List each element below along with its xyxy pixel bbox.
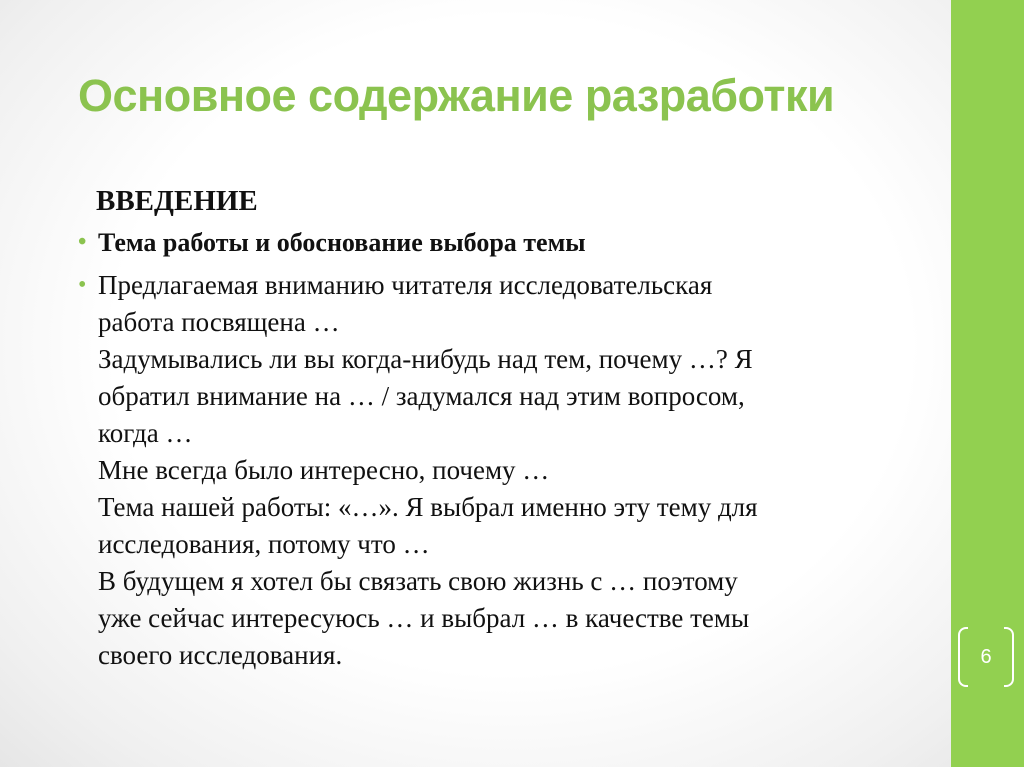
- bullet-icon: •: [78, 229, 87, 255]
- bullet-icon: •: [78, 272, 87, 298]
- section-heading: ВВЕДЕНИЕ: [96, 185, 258, 217]
- body-line: обратил внимание на … / задумался над этим вопросом,: [98, 381, 745, 411]
- body-bullet: [78, 267, 878, 674]
- page-number-marker: [958, 627, 1014, 687]
- body-line: Мне всегда было интересно, почему …: [98, 455, 550, 485]
- slide-content: [78, 180, 878, 674]
- body-line: Предлагаемая вниманию читателя исследовательская: [98, 270, 713, 300]
- body-line: Задумывались ли вы когда-нибудь над тем, почему …? Я: [98, 344, 753, 374]
- slide-title: Основное содержание разработки: [78, 70, 835, 121]
- body-line: исследования, потому что …: [98, 529, 430, 559]
- page-number: 6: [980, 646, 992, 668]
- body-line: В будущем я хотел бы связать свою жизнь с … поэтому: [98, 566, 738, 596]
- topic-bullet: [78, 224, 878, 261]
- body-line: Тема нашей работы: «…». Я выбрал именно эту тему для: [98, 492, 758, 522]
- body-line: работа посвящена …: [98, 307, 340, 337]
- topic-bullet-text: Тема работы и обоснование выбора темы: [98, 228, 586, 257]
- body-line: когда …: [98, 418, 193, 448]
- body-line: уже сейчас интересуюсь … и выбрал … в качестве темы: [98, 603, 750, 633]
- body-line: своего исследования.: [98, 640, 343, 670]
